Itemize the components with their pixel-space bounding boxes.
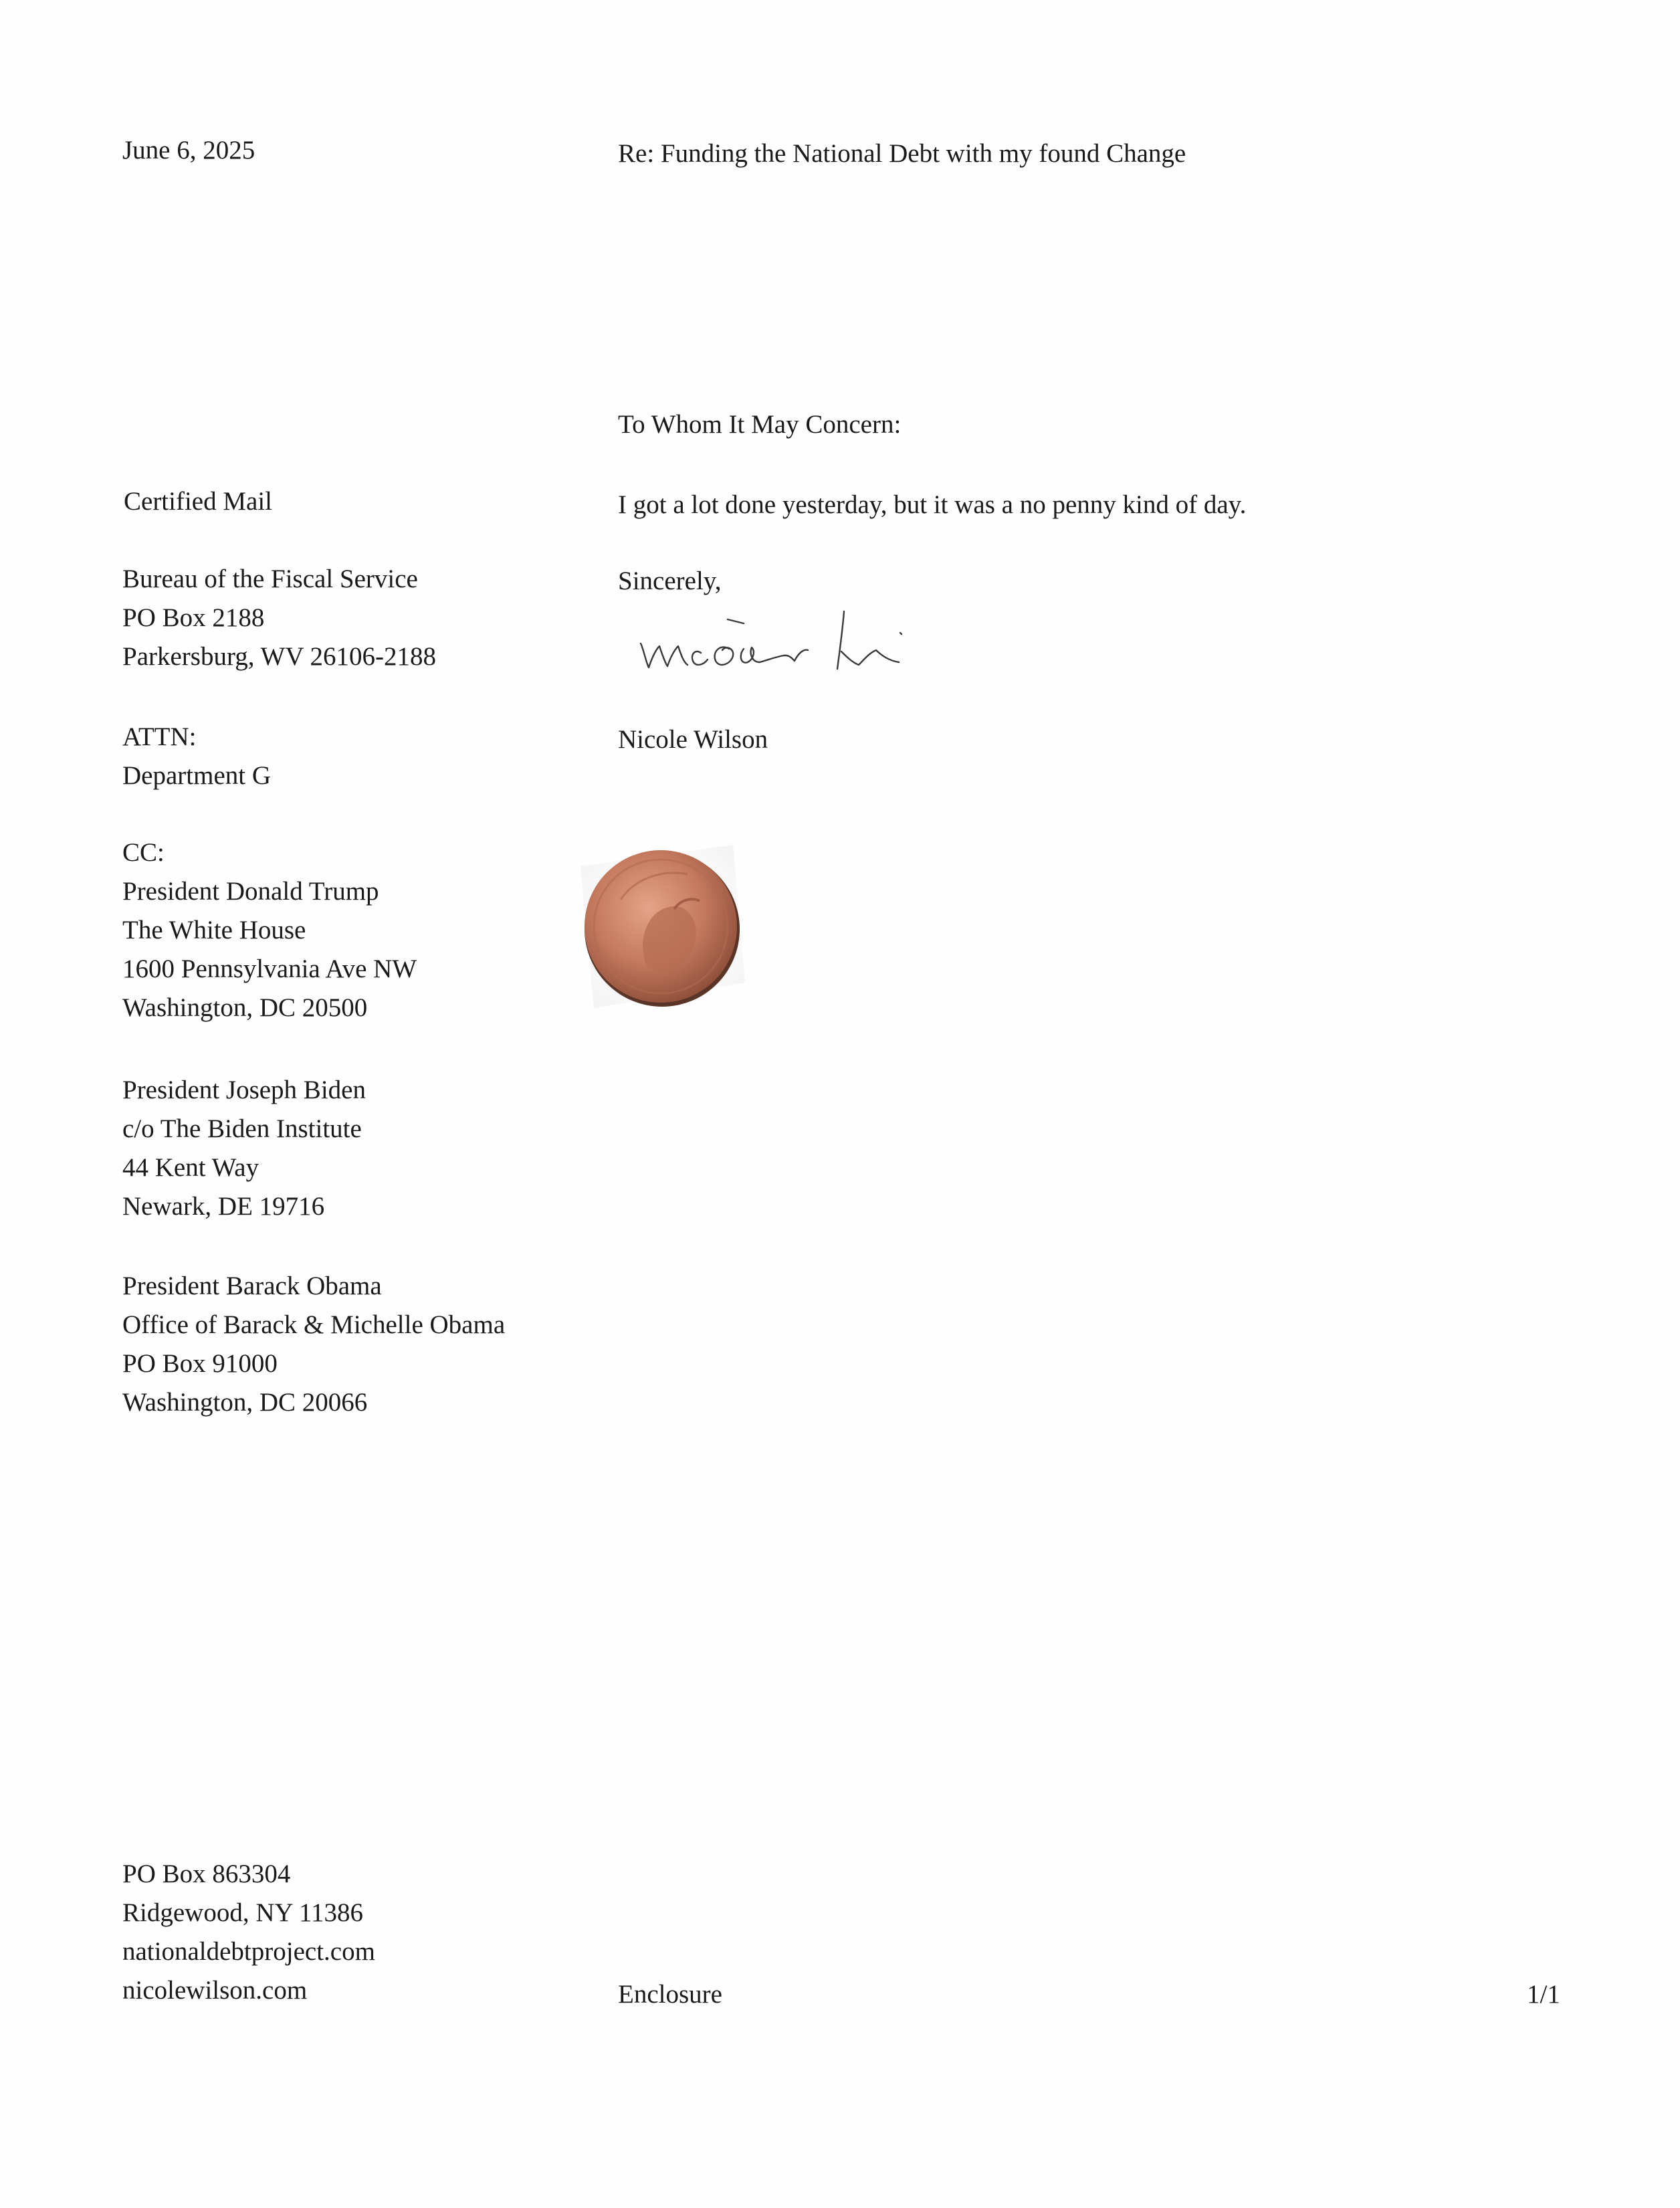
cc-address-line: 44 Kent Way [122, 1153, 259, 1182]
cc-address-line: President Barack Obama [122, 1272, 382, 1300]
closing: Sincerely, [618, 567, 722, 595]
cc-address-line: Newark, DE 19716 [122, 1192, 325, 1221]
attn-department: Department G [122, 761, 272, 790]
signature-image [629, 595, 1003, 689]
sender-line: Ridgewood, NY 11386 [122, 1898, 364, 1927]
subject-line: Re: Funding the National Debt with my found Change [618, 139, 1186, 168]
cc-address-line: President Joseph Biden [122, 1076, 366, 1104]
cc-address-line: Washington, DC 20500 [122, 993, 368, 1022]
cc-address-line: 1600 Pennsylvania Ave NW [122, 955, 417, 983]
cc-address-line: The White House [122, 916, 306, 944]
recipient-address [122, 560, 436, 676]
salutation: To Whom It May Concern: [618, 410, 902, 439]
cc-address-line: Washington, DC 20066 [122, 1388, 368, 1417]
enclosure-label: Enclosure [618, 1980, 722, 2009]
address-line: Parkersburg, WV 26106-2188 [122, 642, 437, 671]
cc-address-line: c/o The Biden Institute [122, 1114, 362, 1143]
address-line: PO Box 2188 [122, 603, 265, 632]
address-line: Bureau of the Fiscal Service [122, 565, 418, 593]
attn-block [122, 718, 271, 795]
delivery-method: Certified Mail [124, 487, 273, 516]
page-number: 1/1 [1527, 1980, 1560, 2009]
signer-name: Nicole Wilson [618, 725, 768, 754]
penny-image [574, 839, 750, 1016]
letter-date: June 6, 2025 [122, 136, 255, 165]
sender-website[interactable]: nationaldebtproject.com [122, 1937, 375, 1966]
cc-address-line: President Donald Trump [122, 877, 379, 906]
cc-recipient [122, 1071, 366, 1226]
cc-address-line: PO Box 91000 [122, 1349, 278, 1378]
attn-label: ATTN: [122, 722, 197, 751]
cc-address-line: Office of Barack & Michelle Obama [122, 1310, 506, 1339]
sender-line: PO Box 863304 [122, 1860, 291, 1888]
cc-block [122, 833, 417, 1027]
letter-body: I got a lot done yesterday, but it was a no penny kind of day. [618, 490, 1247, 519]
sender-website[interactable]: nicolewilson.com [122, 1976, 308, 2005]
sender-block [122, 1855, 375, 2010]
cc-recipient [122, 1267, 505, 1422]
cc-label: CC: [122, 838, 165, 867]
